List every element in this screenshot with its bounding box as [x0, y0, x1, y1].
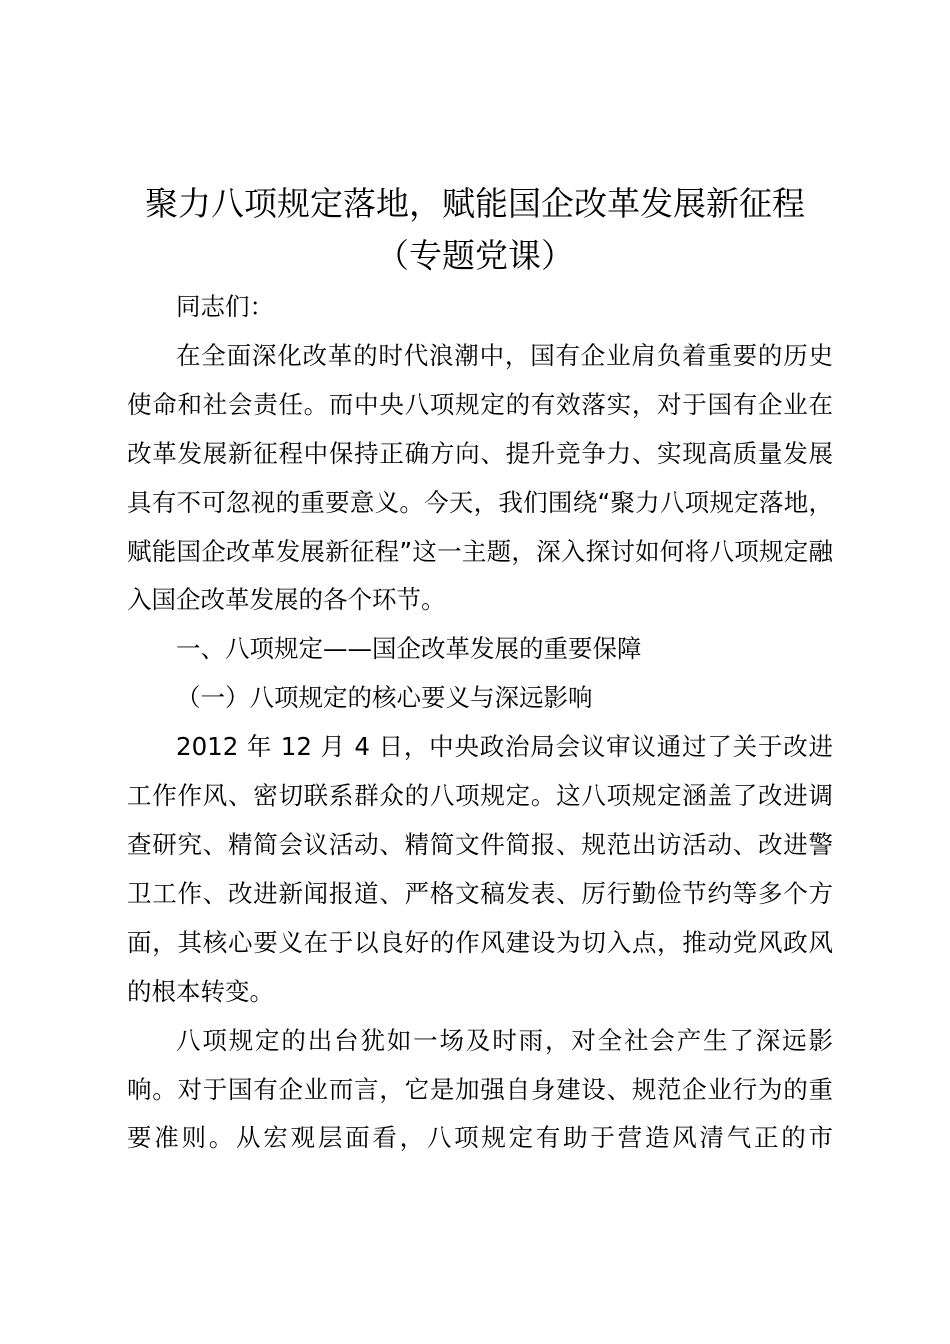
paragraph-intro: 在全面深化改革的时代浪潮中，国有企业肩负着重要的历史使命和社会责任。而中央八项规定的有效落实，对于国有企业在改革发展新征程中保持正确方向、提升竞争力、实现高质量发展具有不可忽视的重要意义。今天，我们围绕“聚力八项规定落地，赋能国企改革发展新征程”这一主题，深入探讨如何将八项规定融入国企改革发展的各个环节。 — [127, 340, 833, 615]
section-heading-1: 一、八项规定——国企改革发展的重要保障 — [176, 634, 642, 664]
document-body — [127, 283, 833, 1163]
document-title: 聚力八项规定落地，赋能国企改革发展新征程 — [145, 184, 805, 223]
subsection-heading-1: （一）八项规定的核心要义与深远影响 — [176, 683, 593, 713]
salutation: 同志们： — [176, 292, 274, 321]
document-subtitle: （专题党课） — [376, 236, 574, 275]
paragraph-impact: 八项规定的出台犹如一场及时雨，对全社会产生了深远影响。对于国有企业而言，它是加强自身建设、规范企业行为的重要准则。从宏观层面看，八项规定有助于营造风清气正的市 — [127, 1025, 833, 1153]
paragraph-history: 2012 年 12 月 4 日，中央政治局会议审议通过了关于改进工作作风、密切联系群众的八项规定。这八项规定涵盖了改进调查研究、精简会议活动、精简文件简报、规范出访活动、改进警卫工作、改进新闻报道、严格文稿发表、厉行勤俭节约等多个方面，其核心要义在于以良好的作风建设为切入点，推动党风政风的根本转变。 — [127, 732, 833, 1006]
